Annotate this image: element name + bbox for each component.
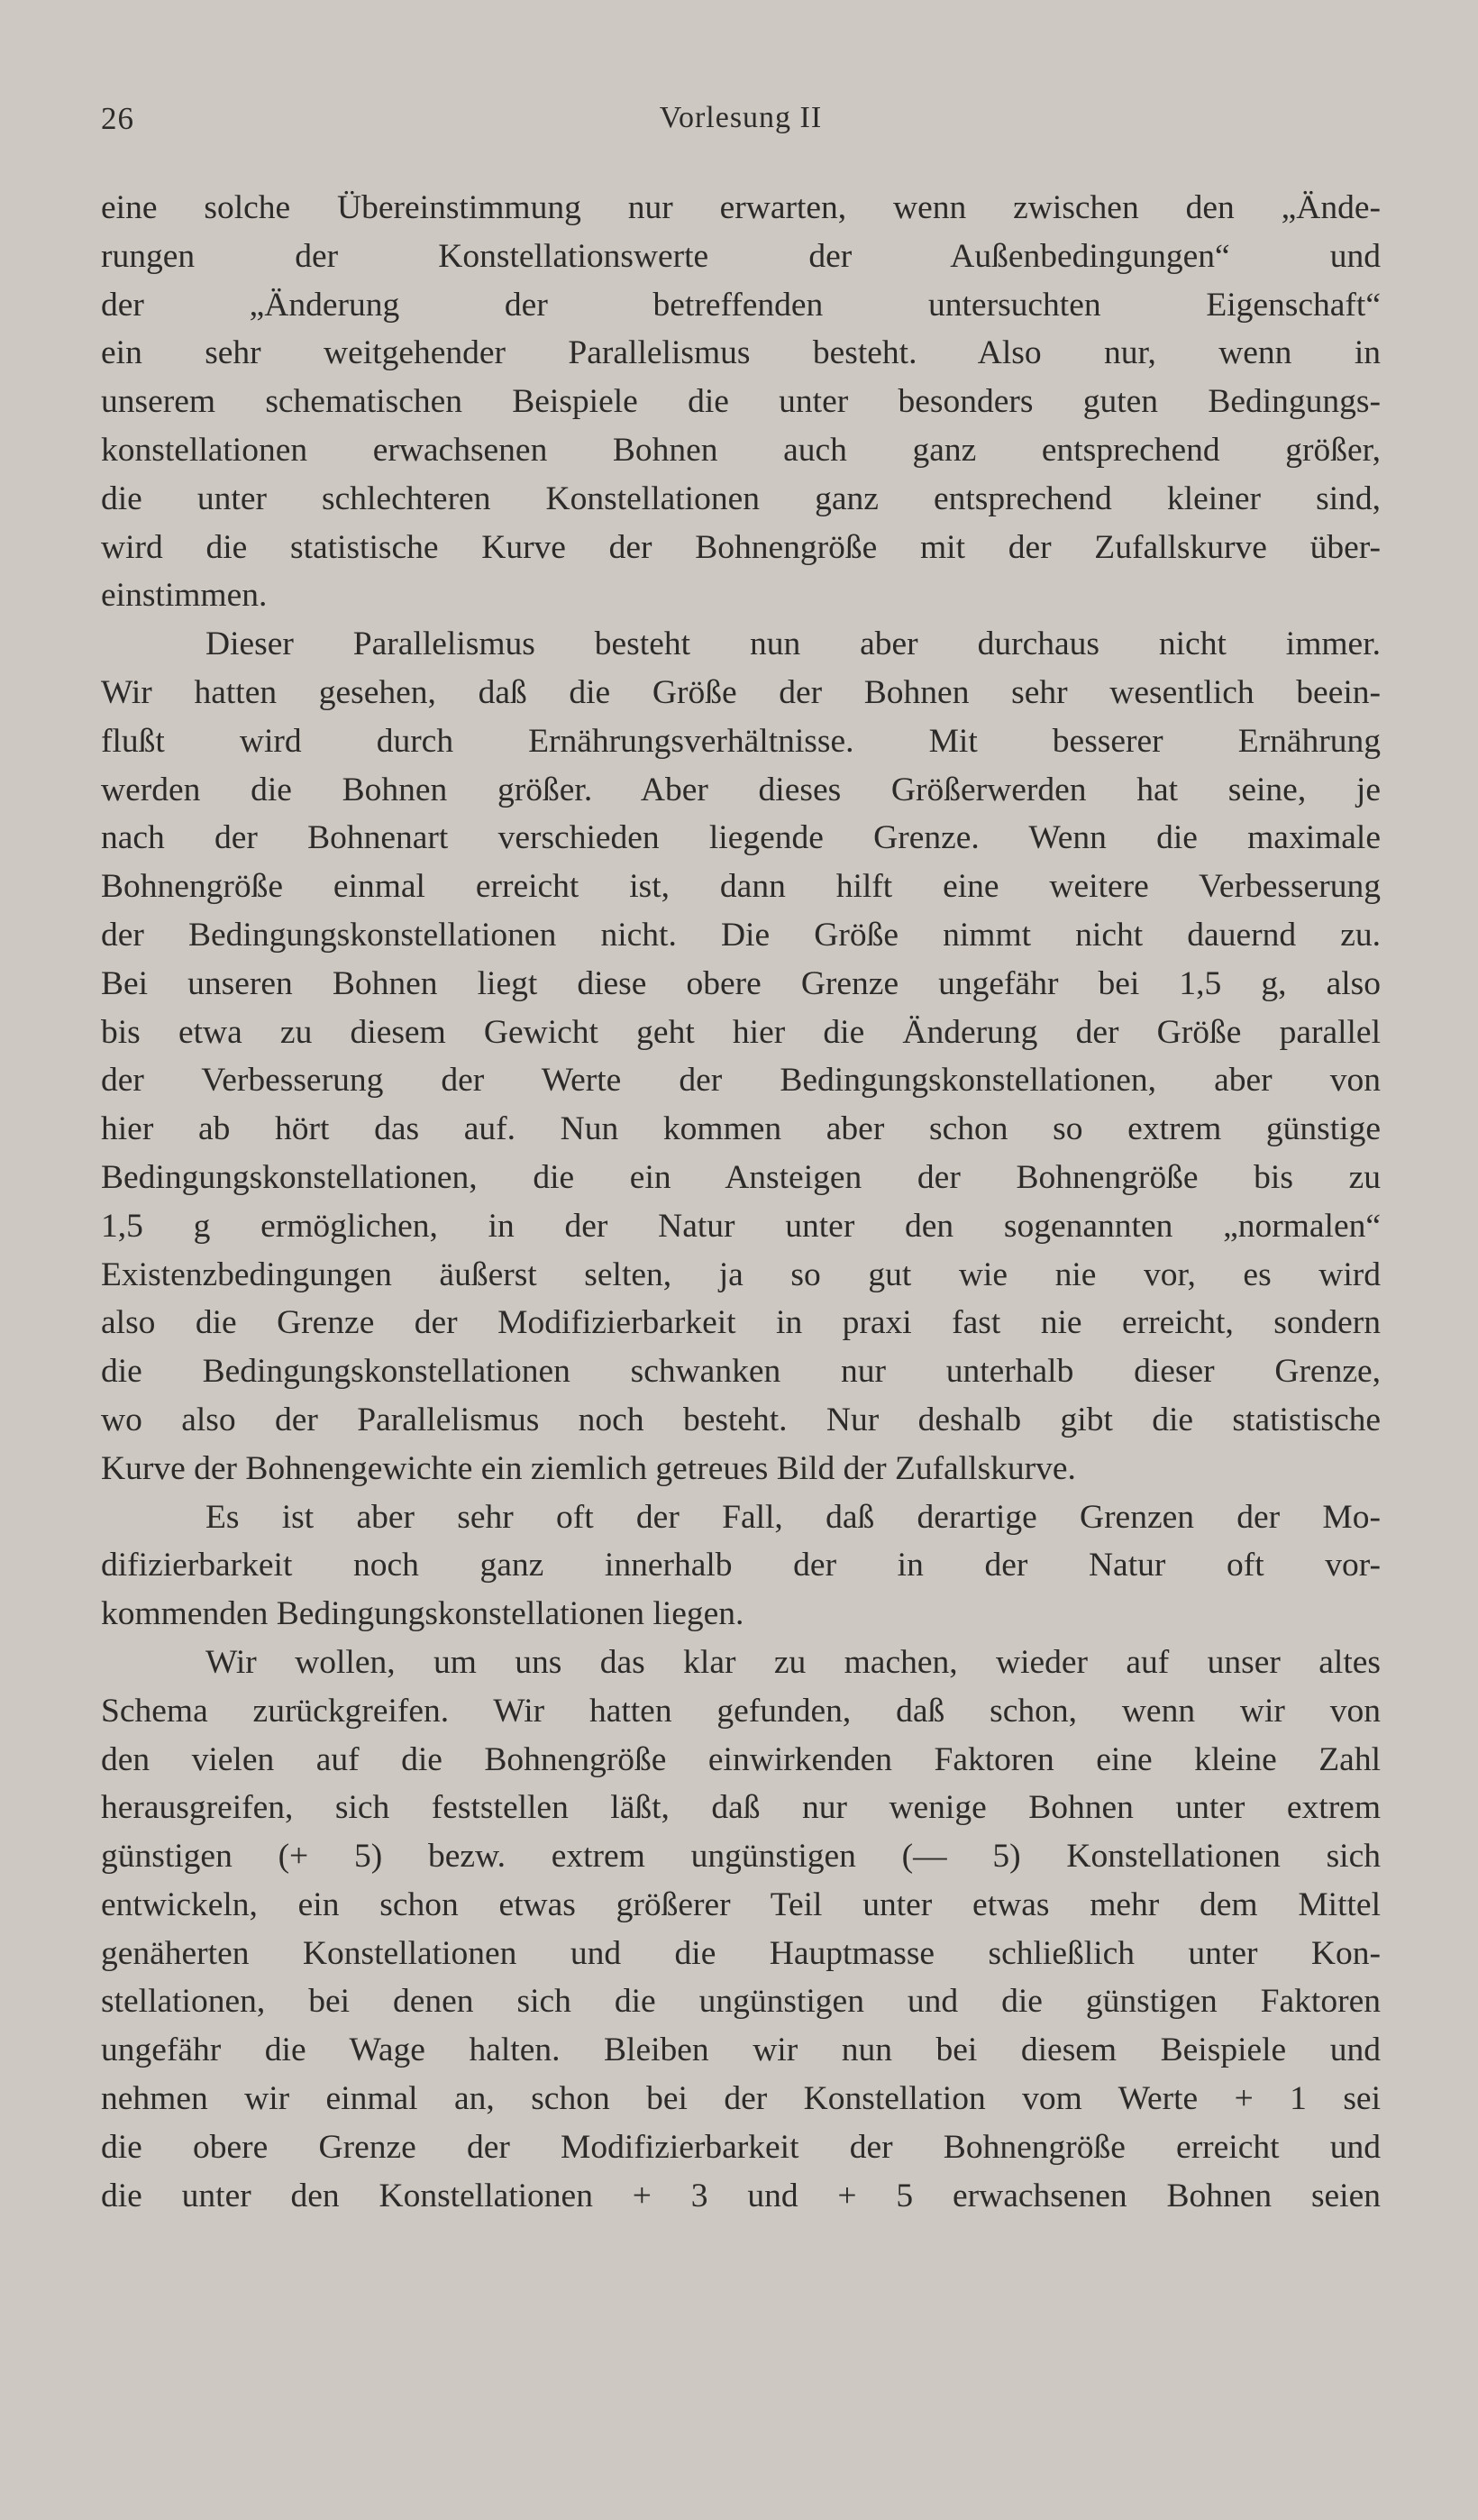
text-line: die Bedingungskonstellationen schwanken nur unterhalb dieser Grenze, [101,1353,1381,1391]
text-line: der Bedingungskonstellationen nicht. Die Größe nimmt nicht dauernd zu. [101,916,1381,954]
page-number: 26 [101,101,134,136]
text-line: werden die Bohnen größer. Aber dieses Größerwerden hat seine, je [101,771,1381,808]
text-line: herausgreifen, sich feststellen läßt, daß nur wenige Bohnen unter extrem [101,1789,1381,1827]
text-line: nach der Bohnenart verschieden liegende Grenze. Wenn die maximale [101,819,1381,857]
text-line: bis etwa zu diesem Gewicht geht hier die Änderung der Größe parallel [101,1013,1381,1051]
text-line: kommenden Bedingungskonstellationen liegen. [101,1595,744,1633]
text-line: Dieser Parallelismus besteht nun aber durchaus nicht immer. [205,625,1381,663]
text-line: konstellationen erwachsenen Bohnen auch ganz entsprechend größer, [101,431,1381,469]
text-line: die obere Grenze der Modifizierbarkeit der Bohnengröße erreicht und [101,2128,1381,2166]
text-line: rungen der Konstellationswerte der Außenbedingungen“ und [101,237,1381,275]
text-line: eine solche Übereinstimmung nur erwarten, wenn zwischen den „Ände- [101,189,1381,226]
text-line: stellationen, bei denen sich die ungünstigen und die günstigen Faktoren [101,1983,1381,2021]
text-line: nehmen wir einmal an, schon bei der Konstellation vom Werte + 1 sei [101,2080,1381,2118]
text-line: Kurve der Bohnengewichte ein ziemlich getreues Bild der Zufallskurve. [101,1449,1076,1487]
text-line: günstigen (+ 5) bezw. extrem ungünstigen (— 5) Konstellationen sich [101,1838,1381,1876]
text-line: Wir hatten gesehen, daß die Größe der Bohnen sehr wesentlich beein- [101,673,1381,711]
body-text [101,184,1381,2220]
text-line: den vielen auf die Bohnengröße einwirkenden Faktoren eine kleine Zahl [101,1740,1381,1778]
text-line: ein sehr weitgehender Parallelismus besteht. Also nur, wenn in [101,334,1381,372]
text-line: flußt wird durch Ernährungsverhältnisse. Mit besserer Ernährung [101,722,1381,760]
text-line: der Verbesserung der Werte der Bedingungskonstellationen, aber von [101,1062,1381,1100]
text-line: die unter schlechteren Konstellationen ganz entsprechend kleiner sind, [101,479,1381,517]
text-line: die unter den Konstellationen + 3 und + 5 erwachsenen Bohnen seien [101,2177,1381,2214]
text-line: ungefähr die Wage halten. Bleiben wir nun bei diesem Beispiele und [101,2032,1381,2069]
text-line: difizierbarkeit noch ganz innerhalb der in der Natur oft vor- [101,1547,1381,1584]
text-line: also die Grenze der Modifizierbarkeit in praxi fast nie erreicht, sondern [101,1304,1381,1342]
text-line: hier ab hört das auf. Nun kommen aber schon so extrem günstige [101,1110,1381,1148]
text-line: Bei unseren Bohnen liegt diese obere Grenze ungefähr bei 1,5 g, also [101,964,1381,1002]
text-line: entwickeln, ein schon etwas größerer Teil unter etwas mehr dem Mittel [101,1885,1381,1923]
text-line: Wir wollen, um uns das klar zu machen, wieder auf unser altes [205,1643,1381,1681]
text-line: einstimmen. [101,577,268,615]
text-line: Es ist aber sehr oft der Fall, daß derartige Grenzen der Mo- [205,1498,1381,1536]
page-header [101,101,1381,155]
text-line: Existenzbedingungen äußerst selten, ja so gut wie nie vor, es wird [101,1255,1381,1293]
text-line: genäherten Konstellationen und die Hauptmasse schließlich unter Kon- [101,1934,1381,1972]
text-line: 1,5 g ermöglichen, in der Natur unter den sogenannten „normalen“ [101,1207,1381,1245]
text-line: der „Änderung der betreffenden untersuchten Eigenschaft“ [101,286,1381,324]
text-line: unserem schematischen Beispiele die unter besonders guten Bedingungs- [101,383,1381,421]
text-line: Bedingungskonstellationen, die ein Ansteigen der Bohnengröße bis zu [101,1158,1381,1196]
text-line: wird die statistische Kurve der Bohnengröße mit der Zufallskurve über- [101,528,1381,566]
running-head: Vorlesung II [659,101,823,134]
text-line: wo also der Parallelismus noch besteht. Nur deshalb gibt die statistische [101,1401,1381,1438]
text-line: Schema zurückgreifen. Wir hatten gefunden, daß schon, wenn wir von [101,1692,1381,1730]
text-line: Bohnengröße einmal erreicht ist, dann hilft eine weitere Verbesserung [101,868,1381,906]
